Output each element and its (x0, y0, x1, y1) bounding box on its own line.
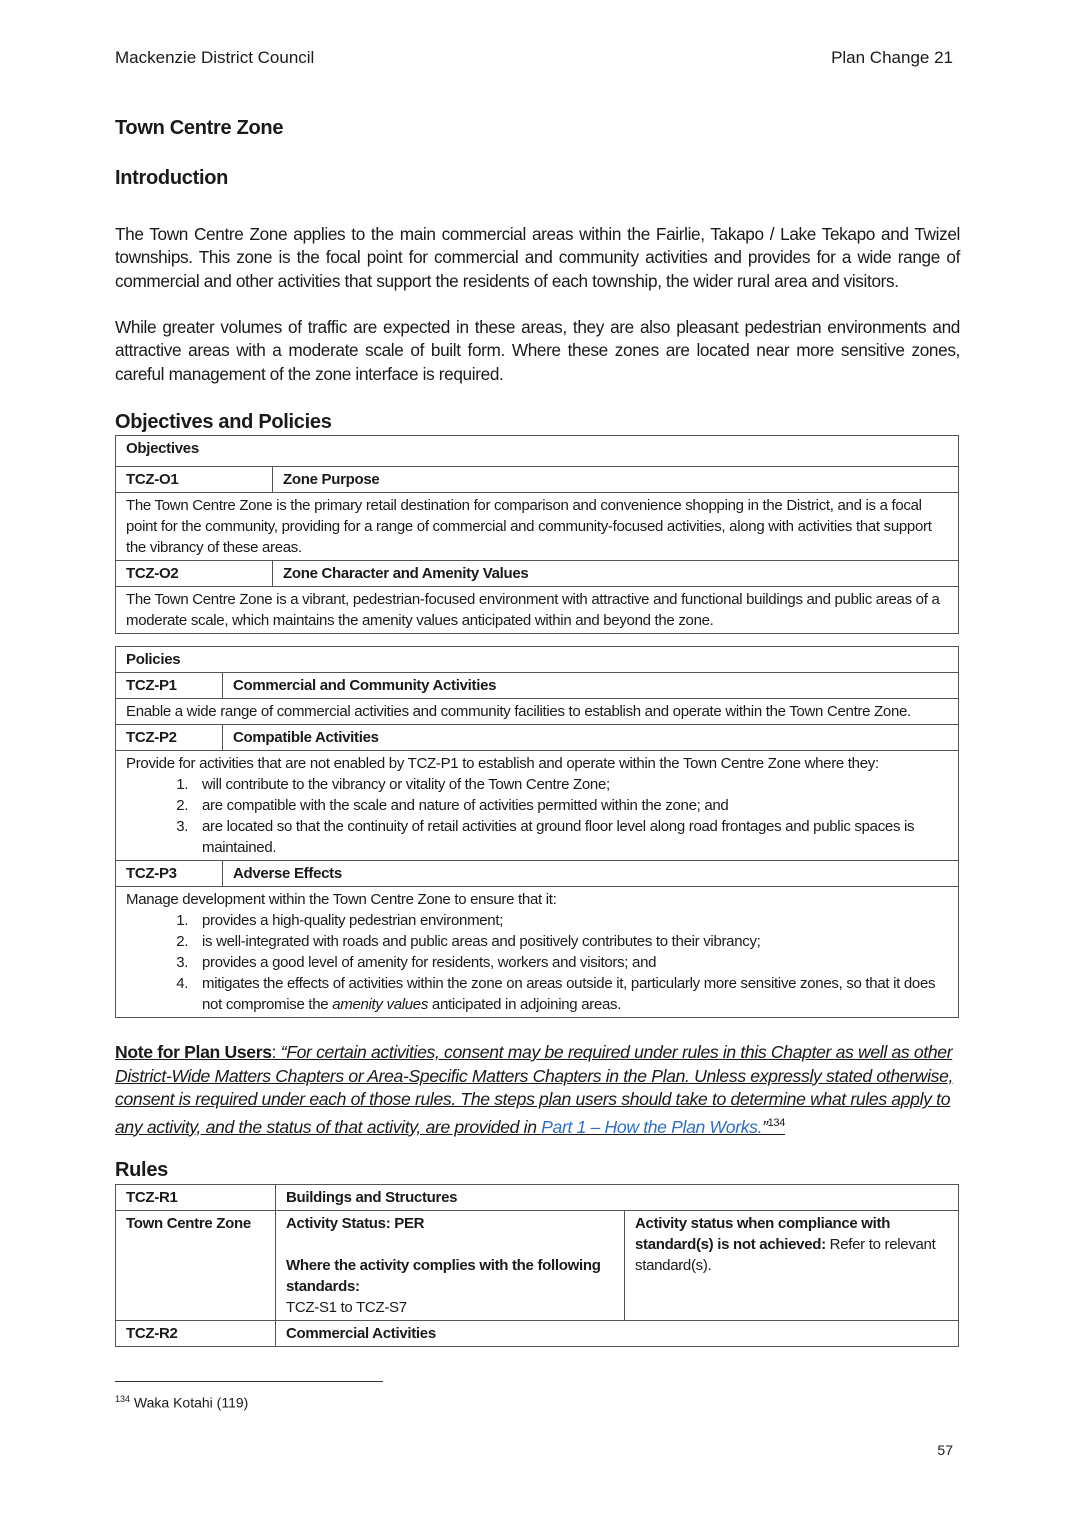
policy-text: Enable a wide range of commercial activities and community facilities to establish and operate within the Town Centre Zone. (116, 699, 959, 725)
policy-title: Compatible Activities (223, 725, 959, 751)
objective-title: Zone Purpose (273, 467, 959, 493)
activity-status: Activity Status: PER (286, 1215, 425, 1232)
list-item-text: mitigates the effects of activities within the zone on areas outside it, particularly more sensitive zones, so that it does not compromise the (202, 975, 936, 1013)
intro-paragraph-1: The Town Centre Zone applies to the main commercial areas within the Fairlie, Takapo / Lake Tekapo and Twizel townships. This zone is the focal point for commercial and community activities and provides for a wide range of commercial and other activities that support the residents of each township, the wider rural area and visitors. (115, 224, 960, 291)
policies-table (115, 646, 959, 1018)
rule-status-cell (276, 1211, 625, 1321)
objectives-label: Objectives (116, 436, 959, 467)
policy-code: TCZ-P2 (116, 725, 223, 751)
page-title: Town Centre Zone (115, 117, 284, 139)
list-item: 2. are compatible with the scale and nature of activities permitted within the zone; and (192, 795, 948, 816)
noncompliance-label: Activity status when compliance with standard(s) is not achieved: (635, 1215, 891, 1253)
rule-code: TCZ-R2 (116, 1321, 276, 1347)
policy-body (116, 751, 959, 861)
list-item: 3. are located so that the continuity of retail activities at ground floor level along road frontages and public spaces is maintained. (192, 816, 948, 858)
list-item: 3. provides a good level of amenity for residents, workers and visitors; and (192, 952, 948, 973)
list-item: 2. is well-integrated with roads and public areas and positively contributes to their vibrancy; (192, 931, 948, 952)
standards-ref: TCZ-S1 to TCZ-S7 (286, 1299, 407, 1316)
policy-intro: Provide for activities that are not enabled by TCZ-P1 to establish and operate within the Town Centre Zone where they: (126, 755, 879, 772)
policy-body (116, 887, 959, 1018)
plan-link[interactable]: Part 1 – How the Plan Works. (541, 1116, 763, 1137)
list-item: 1. provides a high-quality pedestrian environment; (192, 910, 948, 931)
footnote-divider (115, 1381, 383, 1382)
header-council: Mackenzie District Council (115, 48, 315, 67)
note-label: Note for Plan Users (115, 1042, 272, 1062)
rules-heading: Rules (115, 1159, 168, 1181)
policies-label: Policies (116, 647, 959, 673)
footnote-text: Waka Kotahi (119) (130, 1394, 249, 1411)
footnote-number: 134 (115, 1394, 131, 1404)
intro-paragraph-2: While greater volumes of traffic are expected in these areas, they are also pleasant pedestrian environments and attractive areas with a moderate scale of built form. Where these zones are located near more sensitive zones, careful management of the zone interface is required. (115, 317, 960, 384)
policy-title: Commercial and Community Activities (223, 673, 959, 699)
policy-code: TCZ-P3 (116, 861, 223, 887)
objective-code: TCZ-O2 (116, 561, 273, 587)
note-body: “For certain activities, consent may be required under rules in this Chapter as well as other District-Wide Matters Chapters or Area-Specific Matters Chapters in the Plan. Unless expressly stated otherwise, consent is required under each of those rules. The steps plan users should take to determine what rules apply to any activity, and the status of that activity, are provided in (115, 1042, 954, 1137)
objectives-table (115, 435, 959, 634)
policy-intro: Manage development within the Town Centre Zone to ensure that it: (126, 891, 557, 908)
rule-code: TCZ-R1 (116, 1185, 276, 1211)
list-item: 1. will contribute to the vibrancy or vitality of the Town Centre Zone; (192, 774, 948, 795)
policy-list (126, 774, 948, 858)
rule-title: Buildings and Structures (276, 1185, 959, 1211)
policy-code: TCZ-P1 (116, 673, 223, 699)
objective-title: Zone Character and Amenity Values (273, 561, 959, 587)
objective-text: The Town Centre Zone is the primary retail destination for comparison and convenience shopping in the District, and is a focal point for the community, providing for a range of commercial and community-focused activities, along with activities that support the vibrancy of these areas. (116, 493, 959, 561)
noncompliance-text: Refer to relevant standard(s). (635, 1236, 936, 1274)
where-complies: Where the activity complies with the following standards: (286, 1257, 601, 1295)
defined-term: amenity values (332, 996, 429, 1013)
list-item (192, 973, 948, 1015)
noncompliance-cell (625, 1211, 959, 1321)
note-for-plan-users (115, 1041, 960, 1139)
objectives-heading: Objectives and Policies (115, 411, 332, 433)
list-item-text: anticipated in adjoining areas. (428, 996, 622, 1013)
intro-heading: Introduction (115, 167, 229, 189)
policy-list (126, 910, 948, 1015)
note-colon: : (271, 1042, 281, 1062)
rules-table (115, 1184, 959, 1347)
rule-zone: Town Centre Zone (116, 1211, 276, 1321)
policy-title: Adverse Effects (223, 861, 959, 887)
header-plan-change: Plan Change 21 (831, 48, 953, 67)
footnote (115, 1394, 248, 1411)
objective-text: The Town Centre Zone is a vibrant, pedestrian-focused environment with attractive and functional buildings and public areas of a moderate scale, which maintains the amenity values anticipated within and beyond the zone. (116, 587, 959, 634)
rule-title: Commercial Activities (276, 1321, 959, 1347)
footnote-ref[interactable]: 134 (767, 1116, 785, 1129)
objective-code: TCZ-O1 (116, 467, 273, 493)
note-close-quote: ” (762, 1116, 768, 1137)
page-number: 57 (937, 1442, 953, 1458)
